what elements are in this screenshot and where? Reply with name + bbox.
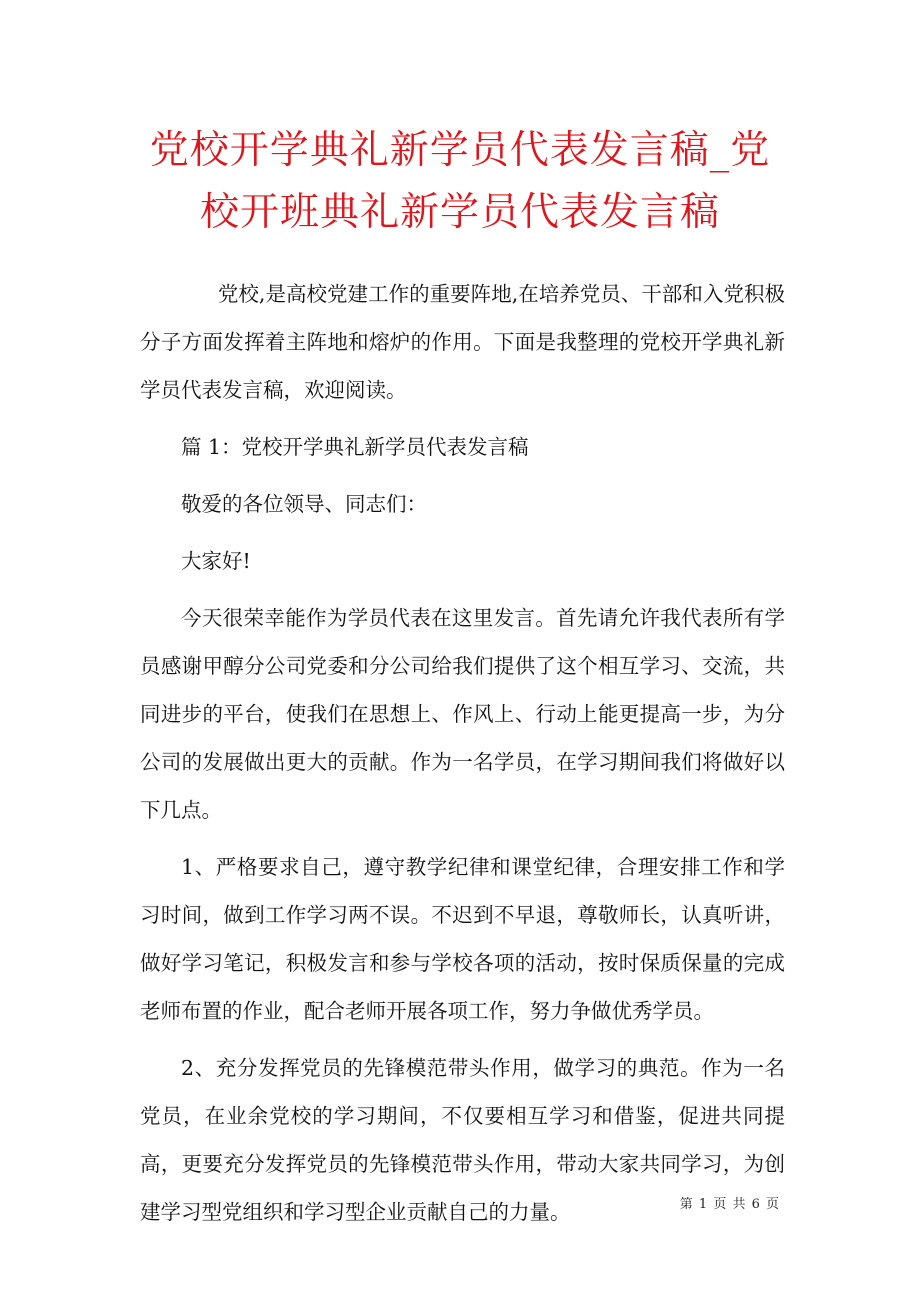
body-paragraph: 1、严格要求自己，遵守教学纪律和课堂纪律，合理安排工作和学习时间，做到工作学习两不误。不迟到不早退，尊敬师长，认真听讲，做好学习笔记，积极发言和参与学校各项的活动，按时保质保量的完成老师布置的作业，配合老师开展各项工作，努力争做优秀学员。	[140, 855, 785, 1023]
intro-paragraph: 党校,是高校党建工作的重要阵地,在培养党员、干部和入党积极分子方面发挥着主阵地和熔炉的作用。下面是我整理的党校开学典礼新学员代表发言稿，欢迎阅读。	[140, 282, 785, 402]
salutation: 敬爱的各位领导、同志们：	[181, 492, 427, 516]
title-line-1: 党校开学典礼新学员代表发言稿_党	[149, 128, 771, 173]
body-paragraph: 今天很荣幸能作为学员代表在这里发言。首先请允许我代表所有学员感谢甲醇分公司党委和分公司给我们提供了这个相互学习、交流，共同进步的平台，使我们在思想上、作风上、行动上能更提高一步，为分公司的发展做出更大的贡献。作为一名学员，在学习期间我们将做好以下几点。	[140, 606, 785, 822]
page-number-footer: 第 1 页 共 6 页	[679, 1197, 780, 1212]
body-paragraph: 2、充分发挥党员的先锋模范带头作用，做学习的典范。作为一名党员，在业余党校的学习期间，不仅要相互学习和借鉴，促进共同提高，更要充分发挥党员的先锋模范带头作用，带动大家共同学习，为创建学习型党组织和学习型企业贡献自己的力量。	[140, 1056, 785, 1224]
document-body	[140, 270, 785, 1245]
title-line-2: 校开班典礼新学员代表发言稿	[199, 190, 720, 235]
document-title	[100, 120, 820, 244]
greeting: 大家好!	[181, 549, 251, 573]
section-heading: 篇 1：党校开学典礼新学员代表发言稿	[181, 435, 529, 459]
